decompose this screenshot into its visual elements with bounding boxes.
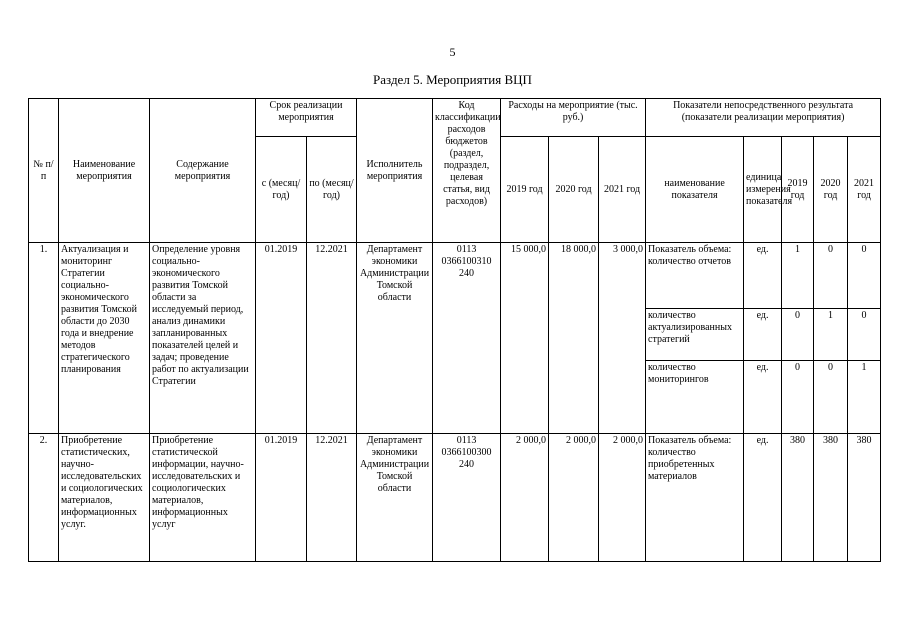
header-code: Код классификации расходов бюджетов (раздел, подраздел, целевая статья, вид расходов) (433, 99, 501, 243)
header-name: Наименование мероприятия (59, 99, 150, 243)
row-from: 01.2019 (256, 243, 307, 434)
indicator-2019: 0 (782, 361, 814, 434)
row-exp-2021: 3 000,0 (599, 243, 646, 434)
row-code: 0113 0366100300 240 (433, 434, 501, 562)
header-ind-2020: 2020 год (814, 137, 848, 243)
indicator-unit: ед. (744, 361, 782, 434)
row-to: 12.2021 (307, 434, 357, 562)
header-row-1 (29, 99, 881, 137)
table-row (29, 243, 881, 309)
row-exp-2021: 2 000,0 (599, 434, 646, 562)
header-num: № п/п (29, 99, 59, 243)
indicator-2020: 0 (814, 361, 848, 434)
indicator-name: количество актуализированных стратегий (646, 309, 744, 361)
header-ind-2019: 2019 год (782, 137, 814, 243)
row-exp-2019: 15 000,0 (501, 243, 549, 434)
indicator-2021: 1 (848, 361, 881, 434)
indicator-unit: ед. (744, 243, 782, 309)
header-period-from: с (месяц/год) (256, 137, 307, 243)
indicator-name: Показатель объема: количество приобретенных материалов (646, 434, 744, 562)
indicator-2019: 0 (782, 309, 814, 361)
row-to: 12.2021 (307, 243, 357, 434)
header-indicators: Показатели непосредственного результата (показатели реализации мероприятия) (646, 99, 881, 137)
row-from: 01.2019 (256, 434, 307, 562)
activities-table (28, 98, 881, 562)
row-code: 0113 0366100310 240 (433, 243, 501, 434)
header-expenses: Расходы на мероприятие (тыс. руб.) (501, 99, 646, 137)
section-title: Раздел 5. Мероприятия ВЦП (373, 72, 532, 87)
indicator-2021: 0 (848, 243, 881, 309)
row-exp-2020: 18 000,0 (549, 243, 599, 434)
row-exp-2019: 2 000,0 (501, 434, 549, 562)
indicator-2020: 380 (814, 434, 848, 562)
row-num: 1. (29, 243, 59, 434)
indicator-name: Показатель объема: количество отчетов (646, 243, 744, 309)
row-num: 2. (29, 434, 59, 562)
row-name: Актуализация и мониторинг Стратегии социально-экономического развития Томской области до 2030 года и внедрение методов стратегического планирования (59, 243, 150, 434)
header-ind-2021: 2021 год (848, 137, 881, 243)
table-row (29, 434, 881, 562)
indicator-2020: 0 (814, 243, 848, 309)
indicator-2019: 380 (782, 434, 814, 562)
indicator-unit: ед. (744, 434, 782, 562)
indicator-2021: 0 (848, 309, 881, 361)
indicator-name: количество мониторингов (646, 361, 744, 434)
indicator-2019: 1 (782, 243, 814, 309)
indicator-unit: ед. (744, 309, 782, 361)
row-content: Определение уровня социально-экономического развития Томской области за исследуемый период, анализ динамики запланированных показателей целей и задач; проведение работ по актуализации Стратегии (150, 243, 256, 434)
row-content: Приобретение статистической информации, научно-исследовательских и социологических материалов, информационных услуг (150, 434, 256, 562)
row-executor: Департамент экономики Администрации Томской области (357, 434, 433, 562)
header-exp-2019: 2019 год (501, 137, 549, 243)
page-number: 5 (449, 45, 456, 59)
header-period: Срок реализации мероприятия (256, 99, 357, 137)
indicator-2021: 380 (848, 434, 881, 562)
row-name: Приобретение статистических, научно-исследовательских и социологических материалов, информационных услуг. (59, 434, 150, 562)
header-exp-2021: 2021 год (599, 137, 646, 243)
header-content: Содержание мероприятия (150, 99, 256, 243)
header-period-to: по (месяц/год) (307, 137, 357, 243)
indicator-2020: 1 (814, 309, 848, 361)
header-executor: Исполнитель мероприятия (357, 99, 433, 243)
row-exp-2020: 2 000,0 (549, 434, 599, 562)
header-indicator-unit: единица измерения показателя (744, 137, 782, 243)
header-indicator-name: наименование показателя (646, 137, 744, 243)
header-exp-2020: 2020 год (549, 137, 599, 243)
row-executor: Департамент экономики Администрации Томской области (357, 243, 433, 434)
